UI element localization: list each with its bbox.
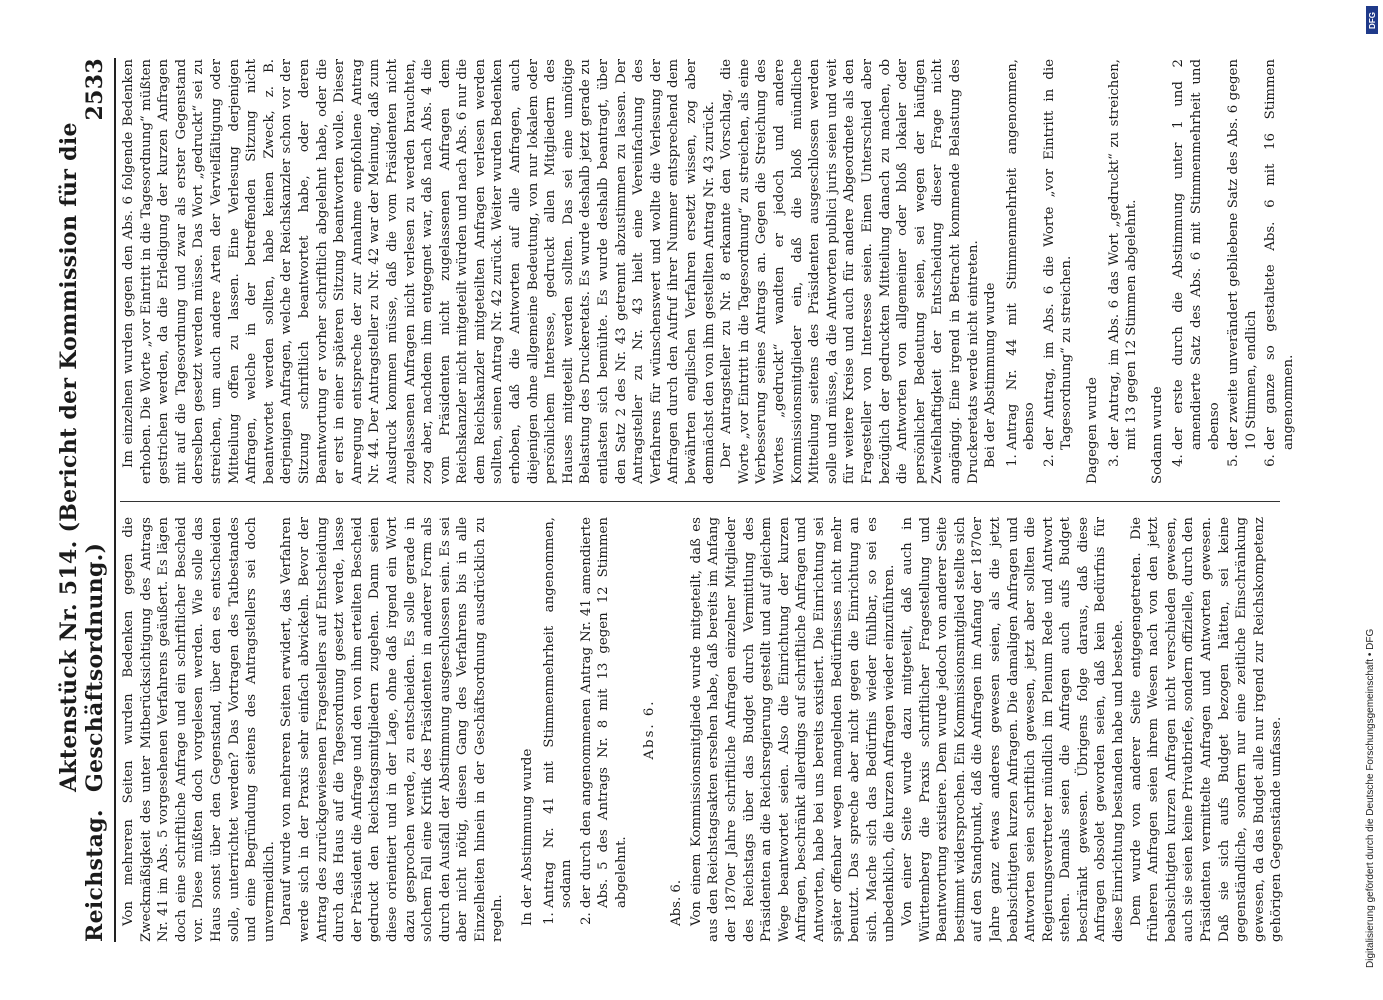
header-left: Reichstag. <box>82 809 108 942</box>
sodann-label: Sodann wurde <box>1149 386 1165 484</box>
page-number: 2533 <box>82 58 108 121</box>
list-item: 5. der zweite unverändert gebliebene Satz des Abs. 6 gegen 10 Stimmen, endlich <box>1225 59 1260 450</box>
right-column <box>120 59 1320 484</box>
vote-intro: Bei der Abstimmung wurde <box>983 282 999 468</box>
document-page <box>50 30 1330 970</box>
list-item: 1. Antrag Nr. 41 mit Stimmenmehrheit angenommen, sodann <box>541 517 576 908</box>
paragraph: Von einem Kommissionsmitgliede wurde mitgeteilt, daß es aus den Reichstagsakten ersehen habe, daß bereits im Anfang der 1870er Jahre schriftliche Anfragen einzelner Mitglieder des Reichstags über das Budget durch Vermittlung des Präsidenten an die Reichsregierung gestellt und auf gleichem Wege beantwortet seien. Also die Einrichtung der kurzen Anfragen, beschränkt allerdings auf schriftliche Anfragen und Antworten, habe bei uns bereits existiert. Die Einrichtung sei später offenbar wegen mangelnden Bedürfnisses nicht mehr benutzt. Das spreche aber nicht gegen die Einrichtung an sich. Mache sich das Bedürfnis wieder fühlbar, so sei es unbedenklich, die kurzen Anfragen wieder einzuführen. <box>688 517 898 942</box>
vote-list <box>541 517 631 942</box>
vote-list <box>1170 59 1297 484</box>
paragraph: Von mehreren Seiten wurden Bedenken gegen die Zweckmäßigkeit des unter Mitberücksichtigung des Antrags Nr. 41 im Abs. 5 vorgesehenen Verfahrens geäußert. Es lägen doch eine schriftliche Anfrage und ein schriftlicher Bescheid vor. Diese müßten doch vorgelesen werden. Wie solle das Haus sonst über den Gegenstand, über den es entscheiden solle, unterrichtet werden? Das Vortragen des Tatbestandes und eine Begründung seitens des Antragstellers sei doch unvermeidlich. <box>121 517 277 942</box>
header-title: Aktenstück Nr. 514. (Bericht der Kommission für die Geschäftsordnung.) <box>56 122 108 792</box>
column-divider <box>120 501 1280 502</box>
page-header <box>56 58 116 942</box>
list-item: 2. der Antrag, im Abs. 6 die Worte „vor Eintritt in die Tagesordnung“ zu streichen. <box>1041 59 1076 450</box>
list-item: 4. der erste durch die Abstimmung unter 1 und 2 amendierte Satz des Abs. 6 mit Stimmenmehrheit und ebenso <box>1170 59 1223 450</box>
vote-list <box>1106 59 1141 484</box>
vote-intro: In der Abstimmung wurde <box>520 748 536 926</box>
list-item: 1. Antrag Nr. 44 mit Stimmenmehrheit angenommen, ebenso <box>1004 59 1039 450</box>
left-column <box>120 517 1320 942</box>
list-item: 6. der ganze so gestaltete Abs. 6 mit 16 Stimmen angenommen. <box>1262 59 1297 450</box>
paragraph: Im einzelnen wurden gegen den Abs. 6 folgende Bedenken erhoben. Die Worte „vor Eintritt in die Tagesordnung“ müßten gestrichen werden, da die Erledigung der kurzen Anfragen mit auf die Tagesordnung und zwar als erster Gegenstand derselben gesetzt werden müsse. Das Wort „gedruckt“ sei zu streichen, um auch andere Arten der Vervielfältigung oder Mitteilung offen zu lassen. Eine Verlesung derjenigen Anfragen, welche in der betreffenden Sitzung nicht beantwortet werden sollten, habe keinen Zweck, z. B. derjenigen Anfragen, welche der Reichskanzler schon vor der Sitzung schriftlich beantwortet habe, oder deren Beantwortung er vorher schriftlich abgelehnt habe, oder die er erst in einer späteren Sitzung beantworten wolle. Dieser Anregung entspreche der zur Annahme empfohlene Antrag Nr. 44. Der Antragsteller zu Nr. 42 war der Meinung, daß zum Ausdruck kommen müsse, daß die vom Präsidenten nicht zugelassenen Anfragen nicht verlesen zu werden brauchten, zog aber, nachdem ihm entgegnet war, daß nach Abs. 4 die vom Präsidenten nicht zugelassenen Anfragen dem Reichskanzler nicht mitgeteilt würden und nach Abs. 6 nur die dem Reichskanzler mitgeteilten Anfragen verlesen werden sollten, seinen Antrag Nr. 42 zurück. Weiter wurden Bedenken erhoben, daß die Antworten auf alle Anfragen, auch diejenigen ohne allgemeine Bedeutung, von nur lokalem oder persönlichem Interesse, gedruckt allen Mitgliedern des Hauses mitgeteilt werden sollten. Das sei eine unnötige Belastung des Druckeretats. Es wurde deshalb jetzt gerade zu entlasten sich bemühte. Es wurde deshalb beantragt, über den Satz 2 des Nr. 43 getrennt abzustimmen zu lassen. Der Antragsteller zu Nr. 43 hielt eine Vereinfachung des Verfahrens für wünschenswert und wollte die Verlesung der Anfragen durch den Aufruf ihrer Nummer entsprechend dem bewährten englischen Verfahren ersetzt wissen, zog aber demnächst den von ihm gestellten Antrag Nr. 43 zurück. <box>121 59 717 484</box>
funding-note-text: Digitalisierung gefördert durch die Deutsche Forschungsgemeinschaft • DFG <box>1365 628 1376 968</box>
paragraph: Von einer Seite wurde dazu mitgeteilt, daß auch in Württemberg die Praxis schriftlicher Fragestellung und Beantwortung existiere. Dem wurde jedoch von anderer Seite bestimmt widersprochen. Ein Kommissionsmitglied stellte sich auf den Standpunkt, daß die Anfragen im Anfang der 1870er Jahre ganz etwas anderes gewesen seien, als die jetzt beabsichtigten kurzen Anfragen. Die damaligen Anfragen und Antworten seien schriftlich gewesen, jetzt aber sollten die Regierungsvertreter mündlich im Plenum Rede und Antwort stehen. Damals seien die Anfragen auch aufs Budget beschränkt gewesen. Übrigens folge daraus, daß diese Anfragen obsolet geworden seien, daß kein Bedürfnis für diese Einrichtung bestanden habe und bestehe. <box>899 517 1127 942</box>
dfg-badge-text: DFG <box>1367 11 1377 29</box>
list-item: 2. der durch den angenommenen Antrag Nr. 41 amendierte Abs. 5 des Antrags Nr. 8 mit 13 gegen 12 Stimmen abgelehnt. <box>578 517 631 908</box>
paragraph: Der Antragsteller zu Nr. 8 erkannte den Vorschlag, die Worte „vor Eintritt in die Tagesordnung“ zu streichen, als eine Verbesserung seines Antrags an. Gegen die Streichung des Wortes „gedruckt“ wandten er jedoch und andere Kommissionsmitglieder ein, daß die bloß mündliche Mitteilung seitens des Präsidenten ausgeschlossen werden solle und müsse, da die Antworten publici juris seien und weit für weitere Kreise und auch für andere Abgeordnete als den Fragesteller von Interesse seien. Einen Unterschied aber bezüglich der gedruckten Mitteilung danach zu machen, ob die Antworten von allgemeiner oder bloß lokaler oder persönlicher Bedeutung seien, sei wegen der häufigen Zweifelhaftigkeit der Entscheidung dieser Frage nicht angängig. Eine irgend in Betracht kommende Belastung des Druckeretats werde nicht eintreten. <box>719 59 981 484</box>
section-label: Abs. 6. <box>669 879 685 926</box>
paragraph: Dem wurde von anderer Seite entgegengetreten. Die früheren Anfragen seien ihrem Wesen nach von den jetzt beabsichtigten kurzen Anfragen nicht verschieden gewesen, auch sie seien keine Privatbriefe, sondern offizielle, durch den Präsidenten vermittelte Anfragen und Antworten gewesen. Daß sie sich aufs Budget bezogen hätten, sei keine gegenständliche, sondern nur eine zeitliche Einschränkung gewesen, da das Budget alle nur irgend zur Reichskompetenz gehörigen Gegenstände umfasse. <box>1128 517 1285 942</box>
dagegen-label: Dagegen wurde <box>1085 377 1101 484</box>
paragraph: Darauf wurde von mehreren Seiten erwidert, das Verfahren werde sich in der Praxis sehr einfach abwickeln. Bevor der Antrag des zurückgewiesenen Fragestellers auf Entscheidung durch das Haus auf die Tagesordnung gesetzt werde, lasse der Präsident die Anfrage und den von ihm erteilten Bescheid gedruckt den Reichstagsmitgliedern zugehen. Dann seien diese orientiert und in der Lage, ohne daß irgend ein Wort dazu gesprochen werde, zu entscheiden. Es solle gerade in solchem Fall eine Kritik des Präsidenten in anderer Form als durch den Ausfall der Abstimmung ausgeschlossen sein. Es sei aber nicht nötig, diesen Gang des Verfahrens bis in alle Einzelheiten hinein in der Geschäftsordnung ausdrücklich zu regeln. <box>279 517 506 942</box>
section-heading: Abs. 6. <box>641 699 657 760</box>
list-item: 3. der Antrag, im Abs. 6 das Wort „gedruckt“ zu streichen, mit 13 gegen 12 Stimmen abgelehnt. <box>1106 59 1141 450</box>
vote-list <box>1004 59 1076 484</box>
digitization-note <box>1364 8 1378 992</box>
dfg-logo-icon <box>1366 6 1378 34</box>
